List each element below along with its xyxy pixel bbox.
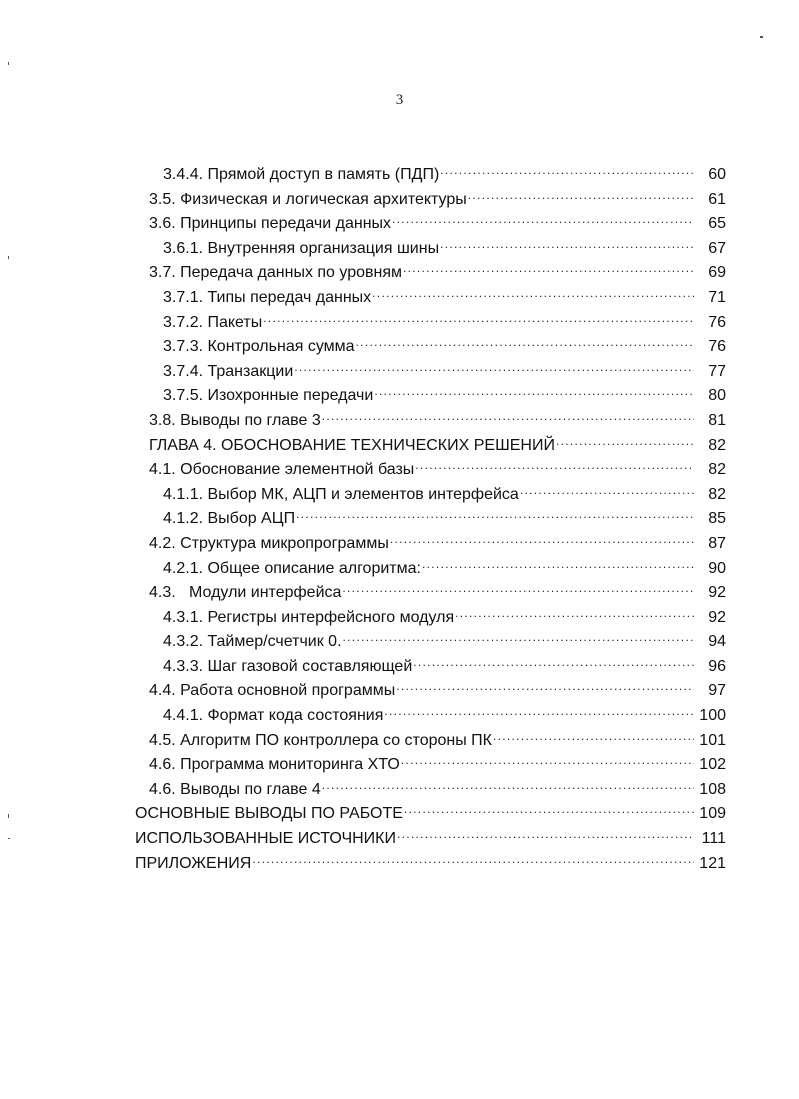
- toc-entry-page: 60: [708, 166, 726, 183]
- toc-entry-page: 82: [708, 485, 726, 503]
- dot-leader: [556, 426, 694, 450]
- dot-leader: [252, 844, 694, 868]
- toc-entry-title: 3.6.1. Внутренняя организация шины: [163, 239, 440, 257]
- toc-entry: [163, 622, 799, 651]
- toc-entry: [163, 647, 799, 675]
- toc-entry-title: 4.3.2. Таймер/счетчик 0.: [163, 633, 342, 651]
- toc-entry-title: 3.8. Выводы по главе 3: [149, 411, 321, 429]
- toc-entry-page: 94: [708, 633, 726, 651]
- dot-leader: [403, 253, 694, 277]
- toc-entry: [135, 844, 799, 872]
- toc-entry: [149, 573, 799, 602]
- toc-entry: [163, 303, 799, 331]
- toc-entry: [149, 745, 799, 774]
- dot-leader: [415, 450, 694, 474]
- toc-entry: [163, 499, 799, 528]
- dot-leader: [356, 327, 694, 351]
- toc-entry-page: 92: [708, 608, 726, 626]
- toc-entry: [163, 598, 799, 626]
- dot-leader: [392, 204, 694, 228]
- toc-entry-title: 4.6. Выводы по главе 4: [149, 780, 321, 798]
- toc-entry: [135, 794, 799, 823]
- page-number: 3: [395, 92, 404, 108]
- toc-entry: [149, 253, 799, 282]
- scan-speck: [8, 62, 9, 65]
- toc-entry: [163, 155, 799, 183]
- scan-speck: [760, 36, 763, 38]
- toc-entry-title: 3.7.2. Пакеты: [163, 313, 263, 331]
- toc-entry-title: 4.4.1. Формат кода состояния: [163, 707, 384, 725]
- toc-entry-title: 4.4. Работа основной программы: [149, 682, 396, 700]
- toc-entry-page: 96: [708, 657, 726, 675]
- toc-entry-page: 102: [699, 756, 726, 774]
- toc-entry-page: 81: [708, 411, 726, 429]
- toc-entry-page: 76: [708, 313, 726, 331]
- toc-entry-title: 3.6. Принципы передачи данных: [149, 215, 392, 233]
- toc-entry-page: 69: [708, 264, 726, 282]
- toc-entry-title: 4.2. Структура микропрограммы: [149, 534, 389, 552]
- dot-leader: [390, 524, 694, 548]
- toc-entry-title: 4.6. Программа мониторинга ХТО: [149, 756, 400, 774]
- toc-entry-page: 82: [708, 436, 726, 454]
- dot-leader: [397, 819, 694, 843]
- dot-leader: [404, 794, 694, 818]
- dot-leader: [342, 573, 694, 597]
- toc-entry-page: 121: [699, 854, 726, 872]
- toc-entry: [149, 401, 799, 429]
- toc-entry-title: 3.7.3. Контрольная сумма: [163, 338, 355, 356]
- toc-entry-title: 3.4.4. Прямой доступ в память (ПДП): [163, 166, 440, 183]
- dot-leader: [294, 352, 694, 376]
- dot-leader: [440, 229, 694, 253]
- toc-entry-title: ИСПОЛЬЗОВАННЫЕ ИСТОЧНИКИ: [135, 830, 396, 848]
- toc-entry: [149, 180, 799, 208]
- toc-entry-page: 108: [699, 780, 726, 798]
- dot-leader: [401, 745, 694, 769]
- toc-entry-title: 3.7.4. Транзакции: [163, 362, 294, 380]
- toc-entry-title: 4.1.2. Выбор АЦП: [163, 510, 296, 528]
- toc-entry-title: 4.3.3. Шаг газовой составляющей: [163, 657, 413, 675]
- toc-entry-page: 77: [708, 362, 726, 380]
- toc-entry-page: 100: [699, 707, 726, 725]
- toc-entry-title: ГЛАВА 4. ОБОСНОВАНИЕ ТЕХНИЧЕСКИХ РЕШЕНИЙ: [149, 436, 555, 454]
- toc-entry-page: 82: [708, 461, 726, 479]
- dot-leader: [455, 598, 694, 622]
- toc-entry: [149, 721, 799, 749]
- dot-leader: [520, 475, 694, 499]
- toc-entry-title: 4.3.1. Регистры интерфейсного модуля: [163, 608, 455, 626]
- scan-speck: [8, 256, 9, 259]
- dot-leader: [296, 499, 694, 523]
- toc-entry-title: 3.7.1. Типы передач данных: [163, 288, 372, 306]
- toc-entry: [163, 229, 799, 257]
- toc-entry: [149, 426, 799, 454]
- toc-entry-page: 71: [708, 288, 726, 306]
- dot-leader: [440, 155, 694, 179]
- dot-leader: [322, 770, 694, 794]
- toc-entry-title: 4.2.1. Общее описание алгоритма:: [163, 559, 421, 577]
- toc-entry-title: ОСНОВНЫЕ ВЫВОДЫ ПО РАБОТЕ: [135, 805, 403, 823]
- toc-entry-title: 3.5. Физическая и логическая архитектуры: [149, 190, 467, 208]
- dot-leader: [396, 671, 694, 695]
- toc-entry-title: 4.3. Модули интерфейса: [149, 584, 342, 602]
- toc-entry: [163, 352, 799, 380]
- toc-entry-page: 80: [708, 387, 726, 405]
- toc-entry: [149, 671, 799, 700]
- toc-entry-page: 76: [708, 338, 726, 356]
- toc-entry-page: 61: [708, 190, 726, 208]
- toc-entry-page: 92: [708, 584, 726, 602]
- toc-entry-page: 67: [708, 239, 726, 257]
- toc-entry-title: ПРИЛОЖЕНИЯ: [135, 854, 252, 872]
- toc-entry: [163, 376, 799, 405]
- dot-leader: [372, 278, 694, 302]
- dot-leader: [374, 376, 694, 400]
- toc-entry: [135, 819, 799, 848]
- toc-entry: [149, 204, 799, 233]
- toc-entry: [163, 549, 799, 577]
- toc-entry-title: 4.5. Алгоритм ПО контроллера со стороны ПК: [149, 731, 492, 749]
- toc-entry-page: 87: [708, 534, 726, 552]
- toc-entry: [149, 450, 799, 479]
- toc-entry: [163, 475, 799, 503]
- toc-entry-page: 111: [701, 830, 726, 848]
- toc-entry: [163, 278, 799, 306]
- dot-leader: [384, 696, 694, 720]
- toc-entry-page: 101: [699, 731, 726, 749]
- dot-leader: [413, 647, 694, 671]
- dot-leader: [493, 721, 694, 745]
- toc-entry: [163, 696, 799, 725]
- dot-leader: [263, 303, 694, 327]
- dot-leader: [422, 549, 694, 573]
- toc-entry-title: 4.1.1. Выбор МК, АЦП и элементов интерфейса: [163, 485, 519, 503]
- toc-entry-title: 3.7.5. Изохронные передачи: [163, 387, 374, 405]
- dot-leader: [322, 401, 694, 425]
- dot-leader: [343, 622, 694, 646]
- toc-entry-page: 65: [708, 215, 726, 233]
- toc-entry-page: 85: [708, 510, 726, 528]
- toc-entry-title: 3.7. Передача данных по уровням: [149, 264, 403, 282]
- toc-entry-page: 109: [699, 805, 726, 823]
- toc-entry: [149, 524, 799, 552]
- toc-entry-page: 97: [708, 682, 726, 700]
- toc-entry-title: 4.1. Обоснование элементной базы: [149, 461, 415, 479]
- toc-entry: [163, 327, 799, 356]
- table-of-contents: [0, 155, 799, 872]
- toc-entry-page: 90: [708, 559, 726, 577]
- toc-entry: [149, 770, 799, 798]
- scan-speck: [8, 814, 9, 818]
- scan-speck: [8, 838, 10, 839]
- dot-leader: [468, 180, 694, 204]
